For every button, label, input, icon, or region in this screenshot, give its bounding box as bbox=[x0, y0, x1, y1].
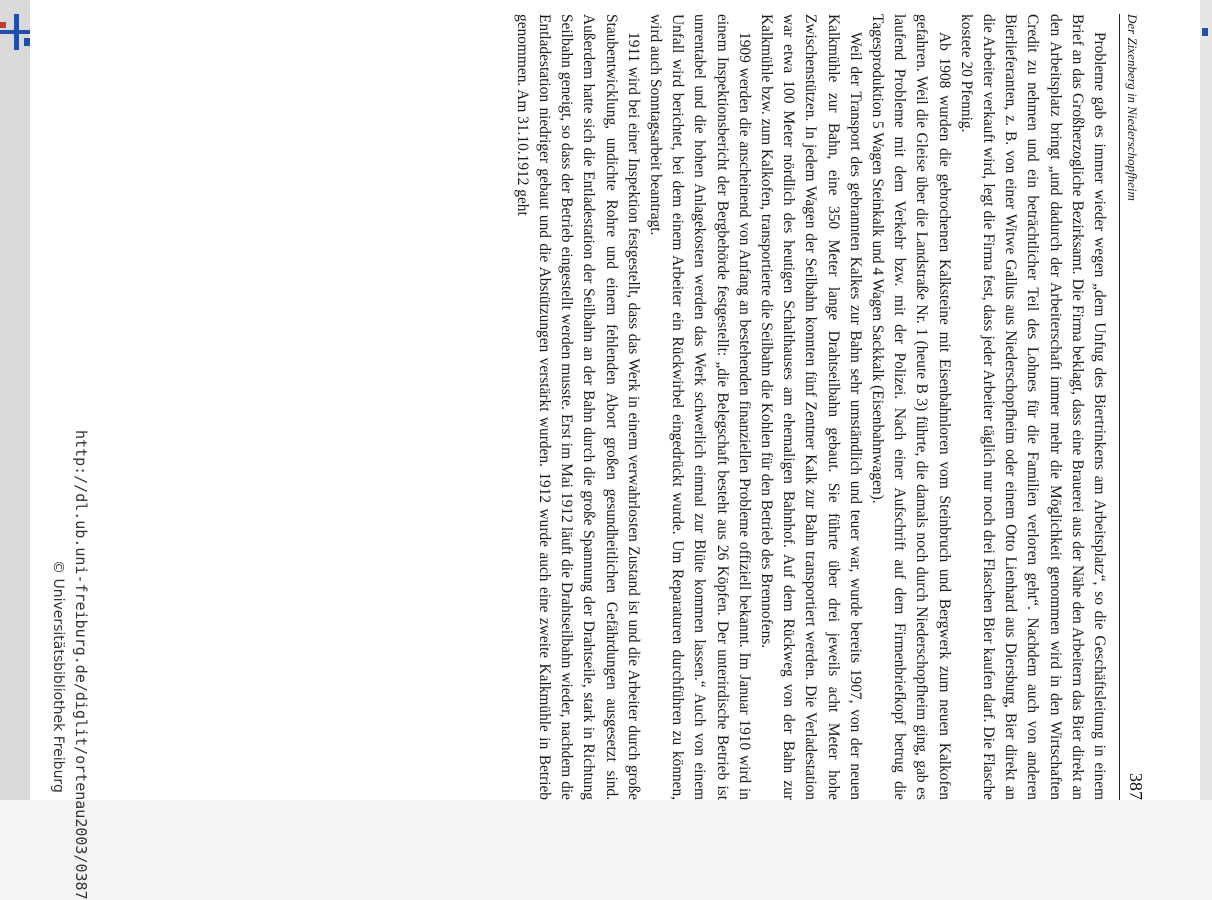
paragraph: Weil der Transport des gebrannten Kalkes zur Bahn sehr umständlich und teuer war, wurde bereits 1907, von der neuen Kalkmühle zur Bahn, eine 350 Meter lange Drahtseilbahn gebaut. Sie führte über drei jeweils acht Meter hohe Zwischenstützen. In jedem Wagen der Seilbahn konnten fünf Zentner Kalk zur Bahn transportiert werden. Die Verladestation war etwa 100 Meter nördlich des heutigen Schalthauses am ehemaligen Bahnhof. Auf dem Rückweg von der Bahn zur Kalkmühle bzw. zum Kalkofen, transportierte die Seilbahn die Kohlen für den Betrieb des Brennofens. bbox=[757, 14, 864, 800]
running-title: Der Zixenberg in Niederschopfheim bbox=[1125, 14, 1140, 201]
scan-right-margin bbox=[1198, 0, 1212, 800]
source-url[interactable]: http://dl.ub.uni-freiburg.de/diglit/ortenau2003/0387 bbox=[72, 430, 90, 900]
article-body bbox=[110, 14, 1110, 800]
rotated-page-content bbox=[40, 0, 1150, 900]
paragraph: 1911 wird bei einer Inspektion festgestellt, dass das Werk in einem verwahrlosten Zustand ist und die Arbeiter durch große Staubentwicklung, undichte Rohre und einem fehlenden Abort großen gesundheitlichen Gefährdungen ausgesetzt sind. Außerdem hatte sich die Entladestation der Seilbahn an der Bahn durch die große Spannung der Drahtseile, stark in Richtung Seilbahn geneigt, so dass der Betrieb eingestellt werden musste. Erst im Mai 1912 läuft die Drahtseilbahn wieder, nachdem die Entladestation niedriger gebaut und die Abstützungen verstärkt wurden. 1912 wurde auch eine zweite Kalkmühle in Betrieb genommen. Am 31.10.1912 geht bbox=[513, 14, 642, 800]
scanned-page bbox=[30, 0, 1200, 900]
calibration-marker-icon bbox=[1200, 14, 1210, 50]
paragraph: Ab 1908 wurden die gebrochenen Kalksteine mit Eisenbahnloren vom Steinbruch und Bergwerk zum neuen Kalkofen gefahren. Weil die Gleise über die Landstraße Nr. 1 (heute B 3) führte, die damals noch durch Niederschopfheim ging, gab es laufend Probleme mit dem Verkehr bzw. mit der Polizei. Nach einer Aufschrift auf dem Firmenbriefkopf betrug die Tagesproduktion 5 Wagen Steinkalk und 4 Wagen Sackkalk (Eisenbahnwagen). bbox=[868, 14, 953, 800]
paragraph: Probleme gab es immer wieder wegen „dem Unfug des Biertrinkens am Arbeitsplatz“, so die Geschäftsleitung in einem Brief an das Großherzogliche Bezirksamt. Die Firma beklagt, dass eine Brauerei aus der Nähe den Arbeitern das Bier direkt an den Arbeitsplatz bringt „und dadurch der Arbeiterschaft immer mehr die Möglichkeit genommen wird in den Wirtschaften Credit zu nehmen und ein beträchtlicher Teil des Lohnes für die Familien verloren geht“. Nachdem auch von anderen Bierlieferanten, z. B. von einer Witwe Gallus aus Niederschopfheim oder einem Otto Lienhard aus Diersburg, Bier direkt an die Arbeiter verkauft wird, legt die Firma fest, dass jeder Arbeiter täglich nur noch drei Flaschen Bier kaufen darf. Die Flasche kostete 20 Pfennig. bbox=[957, 14, 1108, 800]
paragraph: 1909 werden die anscheinend von Anfang an bestehenden finanziellen Probleme offiziell bekannt. Im Januar 1910 wird in einem Inspektionsbericht der Bergbehörde festgestellt: „die Belegschaft besteht aus 26 Köpfen. Der unterirdische Betrieb ist unrentabel und die hohen Anlagekosten werden das Werk schwerlich einmal zur Blüte kommen lassen.“ Auch von einem Unfall wird berichtet, bei dem einem Arbeiter ein Rückwirbel eingedrückt wurde. Um Reparaturen durchführen zu können, wird auch Sonntagsarbeit beantragt. bbox=[646, 14, 753, 800]
copyright-notice: © Universitätsbibliothek Freiburg bbox=[50, 560, 66, 793]
page-header bbox=[1119, 14, 1150, 800]
page-number: 387 bbox=[1126, 773, 1146, 800]
